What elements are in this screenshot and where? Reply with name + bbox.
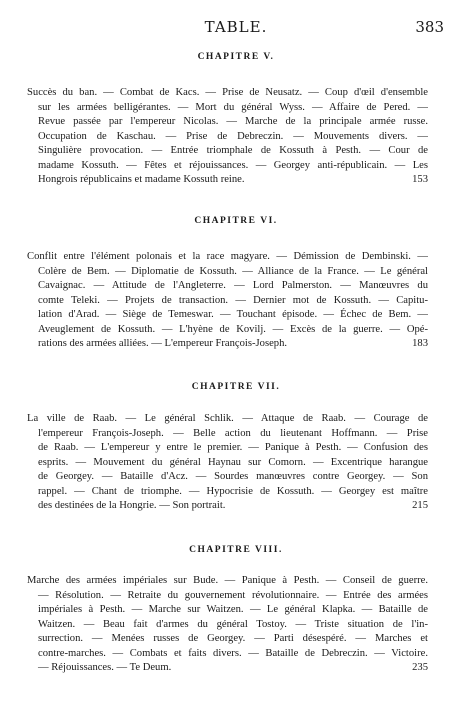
summary-line: Cavaignac. — Attitude de l'Angleterre. — Lord Palmerston. — Manœuvres du bbox=[38, 280, 428, 292]
chapter-viii-heading: CHAPITRE VIII. bbox=[189, 545, 283, 555]
summary-line: rappel. — Chant de triomphe. — Hypocrisie de Kossuth. — Georgey est maître bbox=[38, 485, 428, 497]
chapter-v-summary bbox=[27, 86, 428, 188]
chapter-vi-heading: CHAPITRE VI. bbox=[194, 216, 278, 226]
summary-line: Marche des armées impériales sur Bude. — Panique à Pesth. — Conseil de guerre. bbox=[27, 575, 428, 586]
summary-line: impériales à Pesth. — Marche sur Waitzen. — Le général Klapka. — Bataille de bbox=[38, 604, 428, 616]
summary-line: Occupation de Kaschau. — Prise de Debreczin. — Mouvements divers. — bbox=[38, 130, 428, 142]
summary-line: sur les armées belligérantes. — Mort du général Wyss. — Affaire de Pered. — bbox=[38, 101, 428, 113]
summary-line-text: rations des armées alliées. — L'empereur François-Joseph. bbox=[38, 338, 288, 350]
summary-line: esprits. — Mouvement du général Haynau sur Comorn. — Excentrique harangue bbox=[38, 456, 428, 468]
summary-line: de Georgey. — Bataille d'Acz. — Sourdes manœuvres contre Georgey. — Son bbox=[38, 471, 428, 483]
summary-line: La ville de Raab. — Le général Schlik. — Attaque de Raab. — Courage de bbox=[27, 413, 428, 424]
chapter-page-number: 215 bbox=[412, 500, 428, 512]
summary-line: l'empereur François-Joseph. — Belle action du lieutenant Hoffmann. — Prise bbox=[38, 427, 428, 439]
summary-line: madame Kossuth. — Fêtes et réjouissances. — Georgey anti-républicain. — Les bbox=[38, 159, 428, 171]
chapter-page-number: 183 bbox=[412, 338, 428, 350]
page-number: 383 bbox=[415, 18, 444, 36]
summary-line: — Résolution. — Retraite du gouvernement révolutionnaire. — Entrée des armées bbox=[38, 589, 428, 601]
summary-line: comte Teleki. — Projets de transaction. — Dernier mot de Kossuth. — Capitu- bbox=[38, 294, 428, 306]
chapter-vi-summary bbox=[27, 250, 428, 352]
summary-line: Waitzen. — Beau fait d'armes du général Tostoy. — Triste situation de l'in- bbox=[38, 618, 428, 630]
summary-line-text: — Réjouissances. — Te Deum. bbox=[38, 662, 172, 674]
summary-line-last bbox=[27, 661, 428, 676]
summary-line-text: des destinées de la Hongrie. — Son portrait. bbox=[38, 500, 226, 512]
summary-line-last bbox=[27, 173, 428, 188]
summary-line: surrection. — Menées russes de Georgey. — Parti désespéré. — Marches et bbox=[38, 633, 428, 645]
chapter-page-number: 153 bbox=[412, 174, 428, 186]
summary-line: Succès du ban. — Combat de Kacs. — Prise de Neusatz. — Coup d'œil d'ensemble bbox=[27, 87, 428, 98]
summary-line: Aveuglement de Kossuth. — L'hyène de Kovilj. — Excès de la guerre. — Opé- bbox=[38, 323, 428, 335]
summary-line-last bbox=[27, 337, 428, 352]
summary-line: Singulière provocation. — Entrée triomphale de Kossuth à Pesth. — Cour de bbox=[38, 145, 428, 157]
summary-line-text: Hongrois républicains et madame Kossuth reine. bbox=[38, 174, 245, 186]
summary-line: contre-marches. — Combats et faits divers. — Bataille de Debreczin. — Victoire. bbox=[38, 647, 428, 659]
summary-line: Colère de Bem. — Diplomatie de Kossuth. — Alliance de la France. — Le général bbox=[38, 265, 428, 277]
chapter-page-number: 235 bbox=[412, 662, 428, 674]
chapter-viii-summary bbox=[27, 574, 428, 676]
summary-line-last bbox=[27, 499, 428, 514]
summary-line: Conflit entre l'élément polonais et la race magyare. — Démission de Dembinski. — bbox=[27, 251, 428, 262]
summary-line: de Raab. — L'empereur y entre le premier. — Panique à Pesth. — Confusion des bbox=[38, 442, 428, 454]
summary-line: Revue passée par l'empereur Nicolas. — Marche de la principale armée russe. bbox=[38, 116, 428, 128]
chapter-vii-summary bbox=[27, 412, 428, 514]
summary-line: lation d'Arad. — Siège de Temeswar. — Touchant épisode. — Échec de Bem. — bbox=[38, 309, 428, 321]
chapter-vii-heading: CHAPITRE VII. bbox=[191, 382, 281, 392]
running-title: TABLE. bbox=[204, 18, 268, 36]
chapter-v-heading: CHAPITRE V. bbox=[197, 52, 275, 62]
